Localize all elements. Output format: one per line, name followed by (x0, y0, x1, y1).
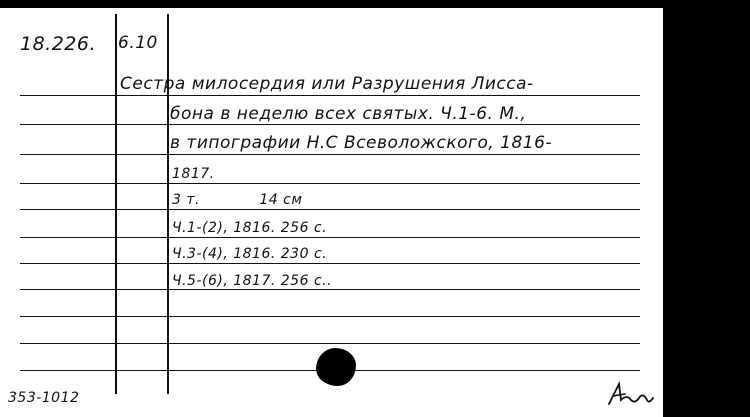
ruled-line (20, 209, 640, 210)
catalog-card (0, 8, 663, 417)
volume-line-3: Ч.5-(6), 1817. 256 с.. (172, 273, 333, 289)
volume-line-1: Ч.1-(2), 1816. 256 с. (172, 220, 328, 236)
ruled-line (20, 263, 640, 264)
volumes-size-line: 3 т. 14 см (172, 192, 303, 208)
signature-mark (605, 378, 655, 408)
ruled-line (20, 343, 640, 344)
call-number: 18.226. (20, 33, 97, 55)
imprint-year-line: 1817. (172, 166, 215, 182)
ruled-line (20, 183, 640, 184)
volume-line-2: Ч.3-(4), 1816. 230 с. (172, 246, 328, 262)
ruled-line (20, 237, 640, 238)
ruled-line (20, 95, 640, 96)
title-line-2: бона в неделю всех святых. Ч.1-6. М., (170, 104, 527, 124)
ruled-line (20, 154, 640, 155)
ruled-line (20, 316, 640, 317)
left-margin-line (115, 14, 117, 394)
ink-blot (316, 348, 356, 386)
shelf-mark: 6.10 (118, 33, 158, 53)
inner-margin-line (167, 14, 169, 394)
imprint-line: в типографии Н.С Всеволожского, 1816- (170, 133, 553, 153)
inventory-number: 353-1012 (8, 390, 80, 406)
ruled-line (20, 289, 640, 290)
ruled-line (20, 124, 640, 125)
title-line-1: Сестра милосердия или Разрушения Лисса- (120, 74, 534, 94)
